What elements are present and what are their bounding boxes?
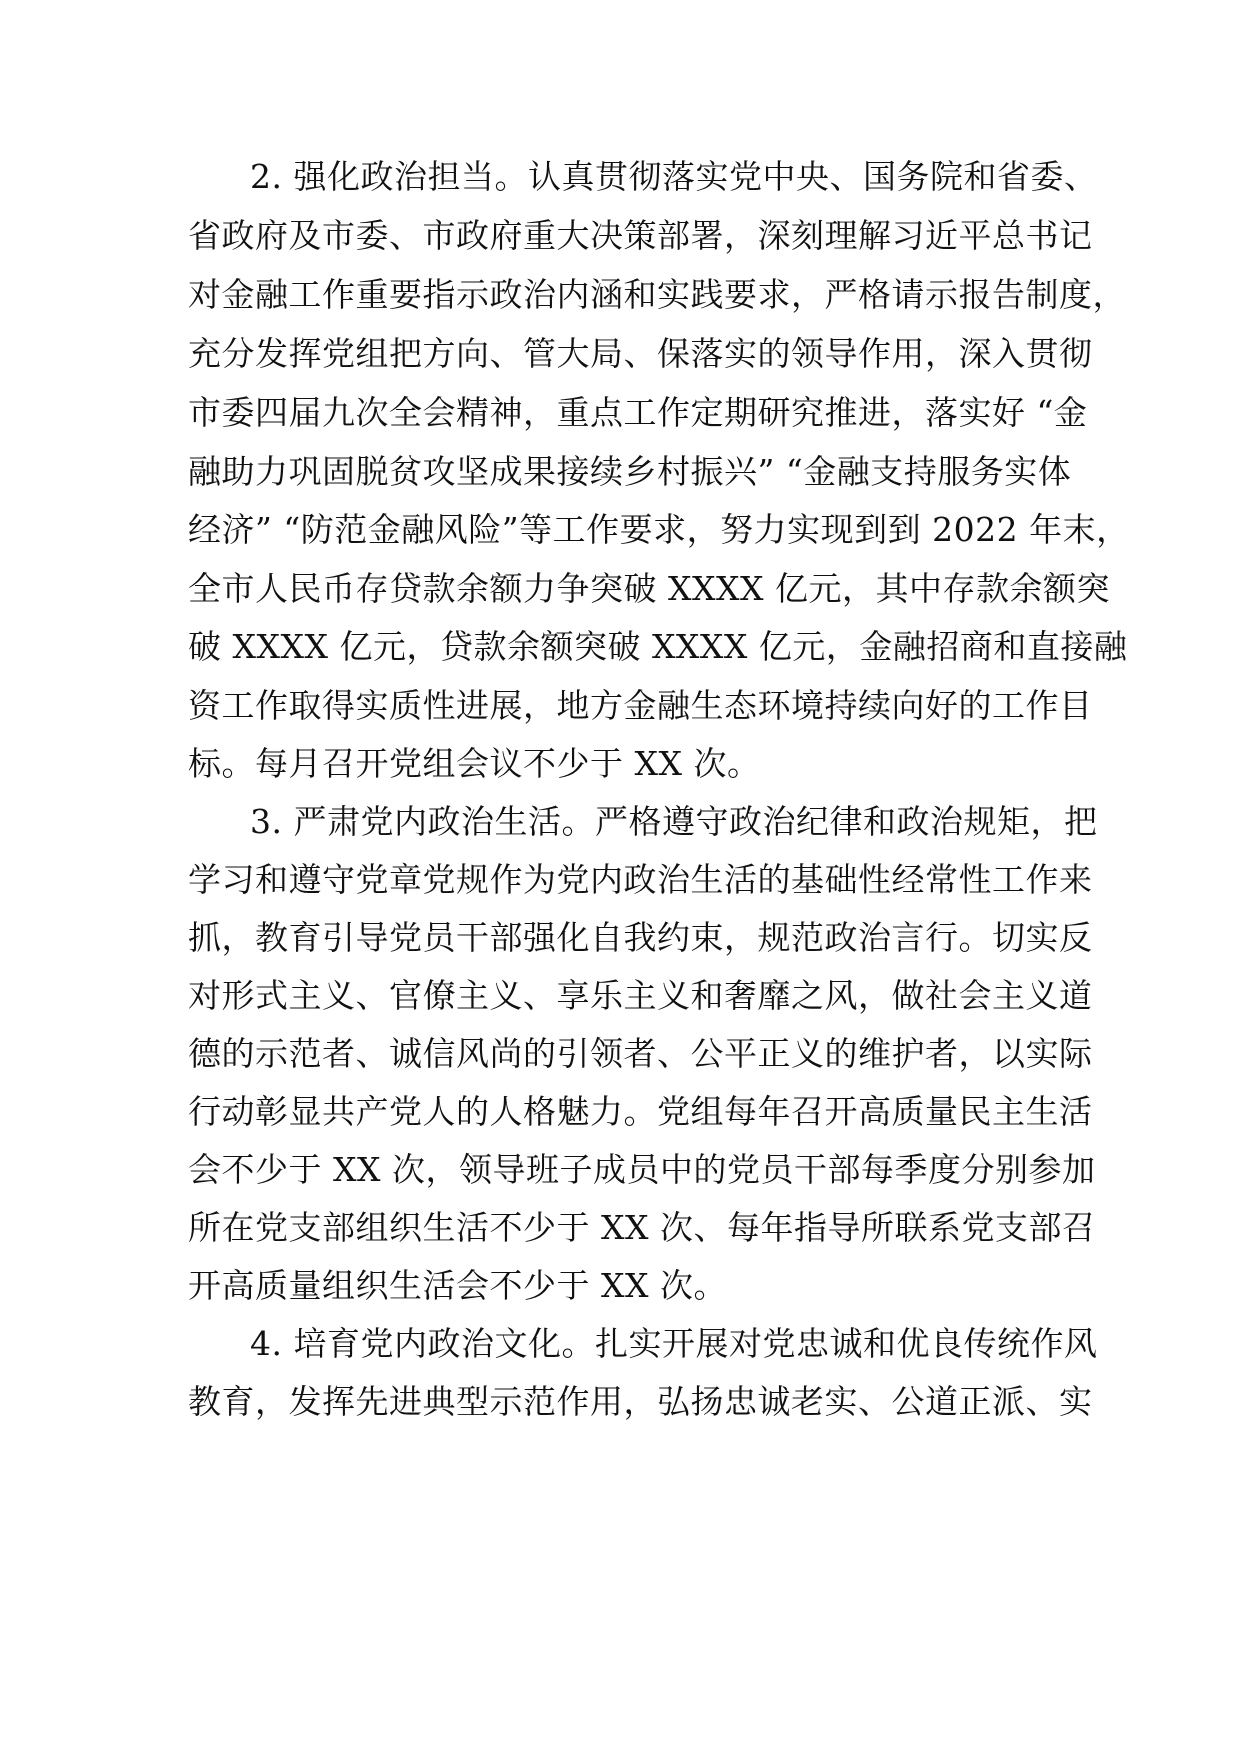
paragraph-2-line-3: 对金融工作重要指示政治内涵和实践要求，严格请示报告制度， <box>188 275 1126 314</box>
paragraph-2-line-10: 资工作取得实质性进展，地方金融生态环境持续向好的工作目 <box>188 686 1093 725</box>
paragraph-2-line-7: 经济” “防范金融风险”等工作要求，努力实现到到 2022 年末， <box>188 510 1130 549</box>
paragraph-3-line-1: 3. 严肃党内政治生活。严格遵守政治纪律和政治规矩，把 <box>250 802 1098 841</box>
paragraph-2-line-5: 市委四届九次全会精神，重点工作定期研究推进，落实好 “金 <box>188 393 1088 432</box>
paragraph-2-line-2: 省政府及市委、市政府重大决策部署，深刻理解习近平总书记 <box>188 216 1093 255</box>
paragraph-3-line-8: 所在党支部组织生活不少于 XX 次、每年指导所联系党支部召 <box>188 1208 1096 1247</box>
paragraph-4-line-2: 教育，发挥先进典型示范作用，弘扬忠诚老实、公道正派、实 <box>188 1382 1093 1421</box>
paragraph-3-line-4: 对形式主义、官僚主义、享乐主义和奢靡之风，做社会主义道 <box>188 976 1093 1015</box>
paragraph-2-line-9: 破 XXXX 亿元，贷款余额突破 XXXX 亿元，金融招商和直接融 <box>188 627 1128 666</box>
paragraph-3-line-7: 会不少于 XX 次，领导班子成员中的党员干部每季度分别参加 <box>188 1150 1096 1189</box>
paragraph-2-line-4: 充分发挥党组把方向、管大局、保落实的领导作用，深入贯彻 <box>188 334 1093 373</box>
paragraph-2-line-1: 2. 强化政治担当。认真贯彻落实党中央、国务院和省委、 <box>250 157 1098 196</box>
paragraph-2-line-11: 标。每月召开党组会议不少于 XX 次。 <box>188 744 761 783</box>
paragraph-3-line-5: 德的示范者、诚信风尚的引领者、公平正义的维护者，以实际 <box>188 1034 1093 1073</box>
paragraph-3-line-6: 行动彰显共产党人的人格魅力。党组每年召开高质量民主生活 <box>188 1092 1093 1131</box>
paragraph-4-line-1: 4. 培育党内政治文化。扎实开展对党忠诚和优良传统作风 <box>250 1324 1098 1363</box>
paragraph-2-line-6: 融助力巩固脱贫攻坚成果接续乡村振兴” “金融支持服务实体 <box>188 452 1072 491</box>
paragraph-3-line-9: 开高质量组织生活会不少于 XX 次。 <box>188 1266 727 1305</box>
paragraph-3-line-3: 抓，教育引导党员干部强化自我约束，规范政治言行。切实反 <box>188 918 1093 957</box>
paragraph-3-line-2: 学习和遵守党章党规作为党内政治生活的基础性经常性工作来 <box>188 860 1093 899</box>
paragraph-2-line-8: 全市人民币存贷款余额力争突破 XXXX 亿元，其中存款余额突 <box>188 569 1110 608</box>
